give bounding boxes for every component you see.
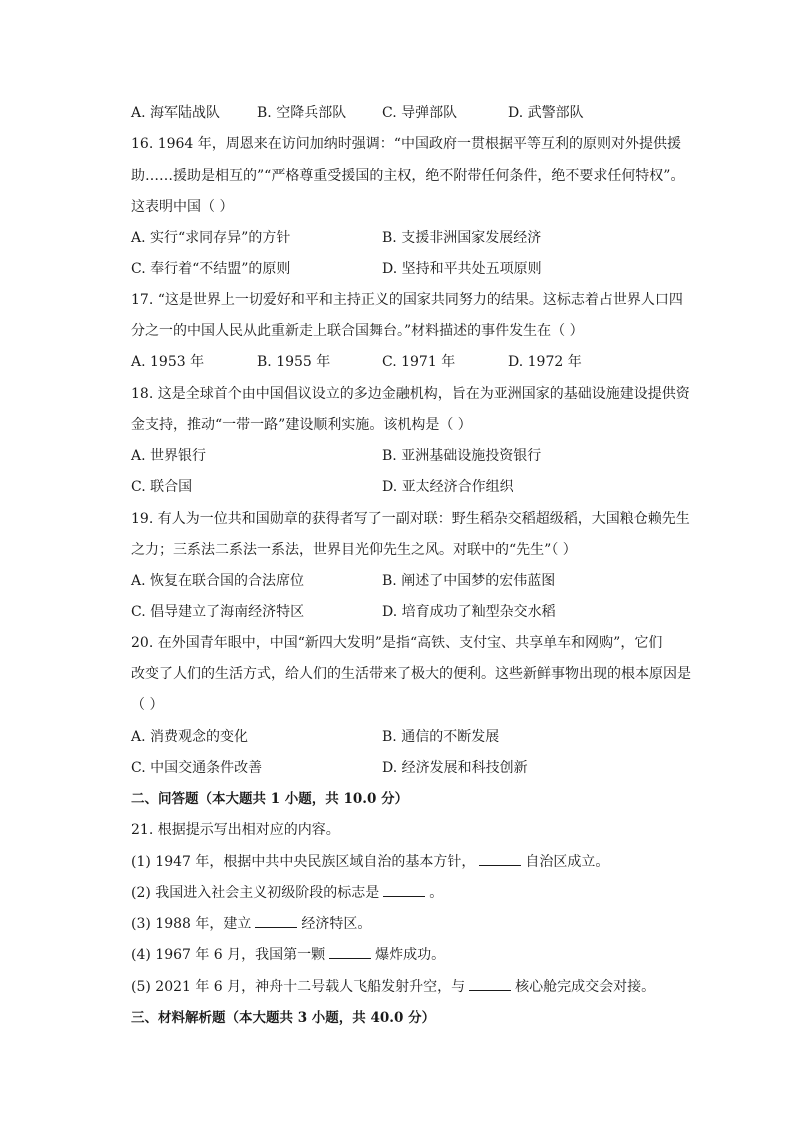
q17-option-a: A. 1953 年 (131, 354, 205, 370)
q20-option-c: C. 中国交通条件改善 (131, 760, 263, 776)
q20-option-d: D. 经济发展和科技创新 (382, 760, 528, 776)
q15-option-b: B. 空降兵部队 (257, 105, 347, 121)
q16-stem-line: 助……援助是相互的”“严格尊重受援国的主权，绝不附带任何条件，绝不要求任何特权”。 (131, 168, 685, 184)
q16-option-c: C. 奉行着“不结盟”的原则 (131, 261, 291, 277)
q18-option-a: A. 世界银行 (131, 448, 207, 464)
q21-item-5 (131, 977, 655, 997)
q18-option-c: C. 联合国 (131, 479, 193, 495)
q21-item-1-post: 自治区成立。 (525, 854, 610, 870)
answer-blank[interactable] (255, 915, 297, 928)
q18-option-b: B. 亚洲基础设施投资银行 (382, 448, 542, 464)
q18-stem-line: 18. 这是全球首个由中国倡议设立的多边金融机构，旨在为亚洲国家的基础设施建设提供资 (131, 386, 690, 402)
q21-item-5-pre: (5) 2021 年 6 月，神舟十二号载人飞船发射升空，与 (131, 979, 466, 995)
q21-stem: 21. 根据提示写出相对应的内容。 (131, 822, 340, 838)
q19-option-d: D. 培育成功了籼型杂交水稻 (382, 604, 556, 620)
q16-option-d: D. 坚持和平共处五项原则 (382, 261, 542, 277)
answer-blank[interactable] (383, 884, 425, 897)
q20-stem-line: 20. 在外国青年眼中，中国“新四大发明”是指“高铁、支付宝、共享单车和网购”，它们 (131, 635, 663, 651)
q19-stem-line: 19. 有人为一位共和国勋章的获得者写了一副对联：野生稻杂交稻超级稻，大国粮仓赖先生 (131, 511, 690, 527)
q21-item-4-pre: (4) 1967 年 6 月，我国第一颗 (131, 947, 326, 963)
q21-item-3 (131, 914, 371, 934)
q21-item-3-post: 经济特区。 (301, 916, 372, 932)
q20-stem-line: （ ） (131, 697, 164, 713)
q15-option-c: C. 导弹部队 (382, 105, 458, 121)
q17-option-b: B. 1955 年 (257, 354, 331, 370)
q21-item-4-post: 爆炸成功。 (375, 947, 446, 963)
q18-stem-line: 金支持，推动“一带一路”建设顺利实施。该机构是（ ） (131, 417, 472, 433)
q16-option-a: A. 实行“求同存异”的方针 (131, 230, 291, 246)
q17-stem-line: 17. “这是世界上一切爱好和平和主持正义的国家共同努力的结果。这标志着占世界人口四 (131, 292, 683, 308)
q16-option-b: B. 支援非洲国家发展经济 (382, 230, 542, 246)
q21-item-1-pre: (1) 1947 年，根据中共中央民族区域自治的基本方针， (131, 854, 476, 870)
q15-option-d: D. 武警部队 (508, 105, 584, 121)
q21-item-4 (131, 945, 445, 965)
section-heading-material: 三、材料解析题（本大题共 3 小题，共 40.0 分） (131, 1010, 436, 1026)
q21-item-5-post: 核心舱完成交会对接。 (515, 979, 656, 995)
q19-stem-line: 之力；三系法二系法一系法，世界目光仰先生之风。对联中的“先生”（ ） (131, 542, 577, 558)
q19-option-b: B. 阐述了中国梦的宏伟蓝图 (382, 573, 556, 589)
answer-blank[interactable] (329, 946, 371, 959)
q21-item-2-post: 。 (429, 885, 444, 901)
q20-option-b: B. 通信的不断发展 (382, 729, 500, 745)
q21-item-3-pre: (3) 1988 年，建立 (131, 916, 252, 932)
q20-stem-line: 改变了人们的生活方式，给人们的生活带来了极大的便利。这些新鲜事物出现的根本原因是 (131, 666, 691, 682)
q17-stem-line: 分之一的中国人民从此重新走上联合国舞台。”材料描述的事件发生在（ ） (131, 323, 584, 339)
q19-option-a: A. 恢复在联合国的合法席位 (131, 573, 305, 589)
q17-option-d: D. 1972 年 (508, 354, 582, 370)
q21-item-2-pre: (2) 我国进入社会主义初级阶段的标志是 (131, 885, 380, 901)
q15-option-a: A. 海军陆战队 (131, 105, 221, 121)
q20-option-a: A. 消费观念的变化 (131, 729, 249, 745)
q21-item-2 (131, 883, 443, 903)
q16-stem-line: 16. 1964 年，周恩来在访问加纳时强调：“中国政府一贯根据平等互利的原则对外提供援 (131, 136, 681, 152)
q18-option-d: D. 亚太经济合作组织 (382, 479, 514, 495)
q21-item-1 (131, 852, 609, 872)
section-heading-qa: 二、问答题（本大题共 1 小题，共 10.0 分） (131, 791, 409, 807)
q17-option-c: C. 1971 年 (382, 354, 456, 370)
answer-blank[interactable] (479, 853, 521, 866)
answer-blank[interactable] (469, 978, 511, 991)
q19-option-c: C. 倡导建立了海南经济特区 (131, 604, 305, 620)
q16-stem-line: 这表明中国（ ） (131, 199, 234, 215)
